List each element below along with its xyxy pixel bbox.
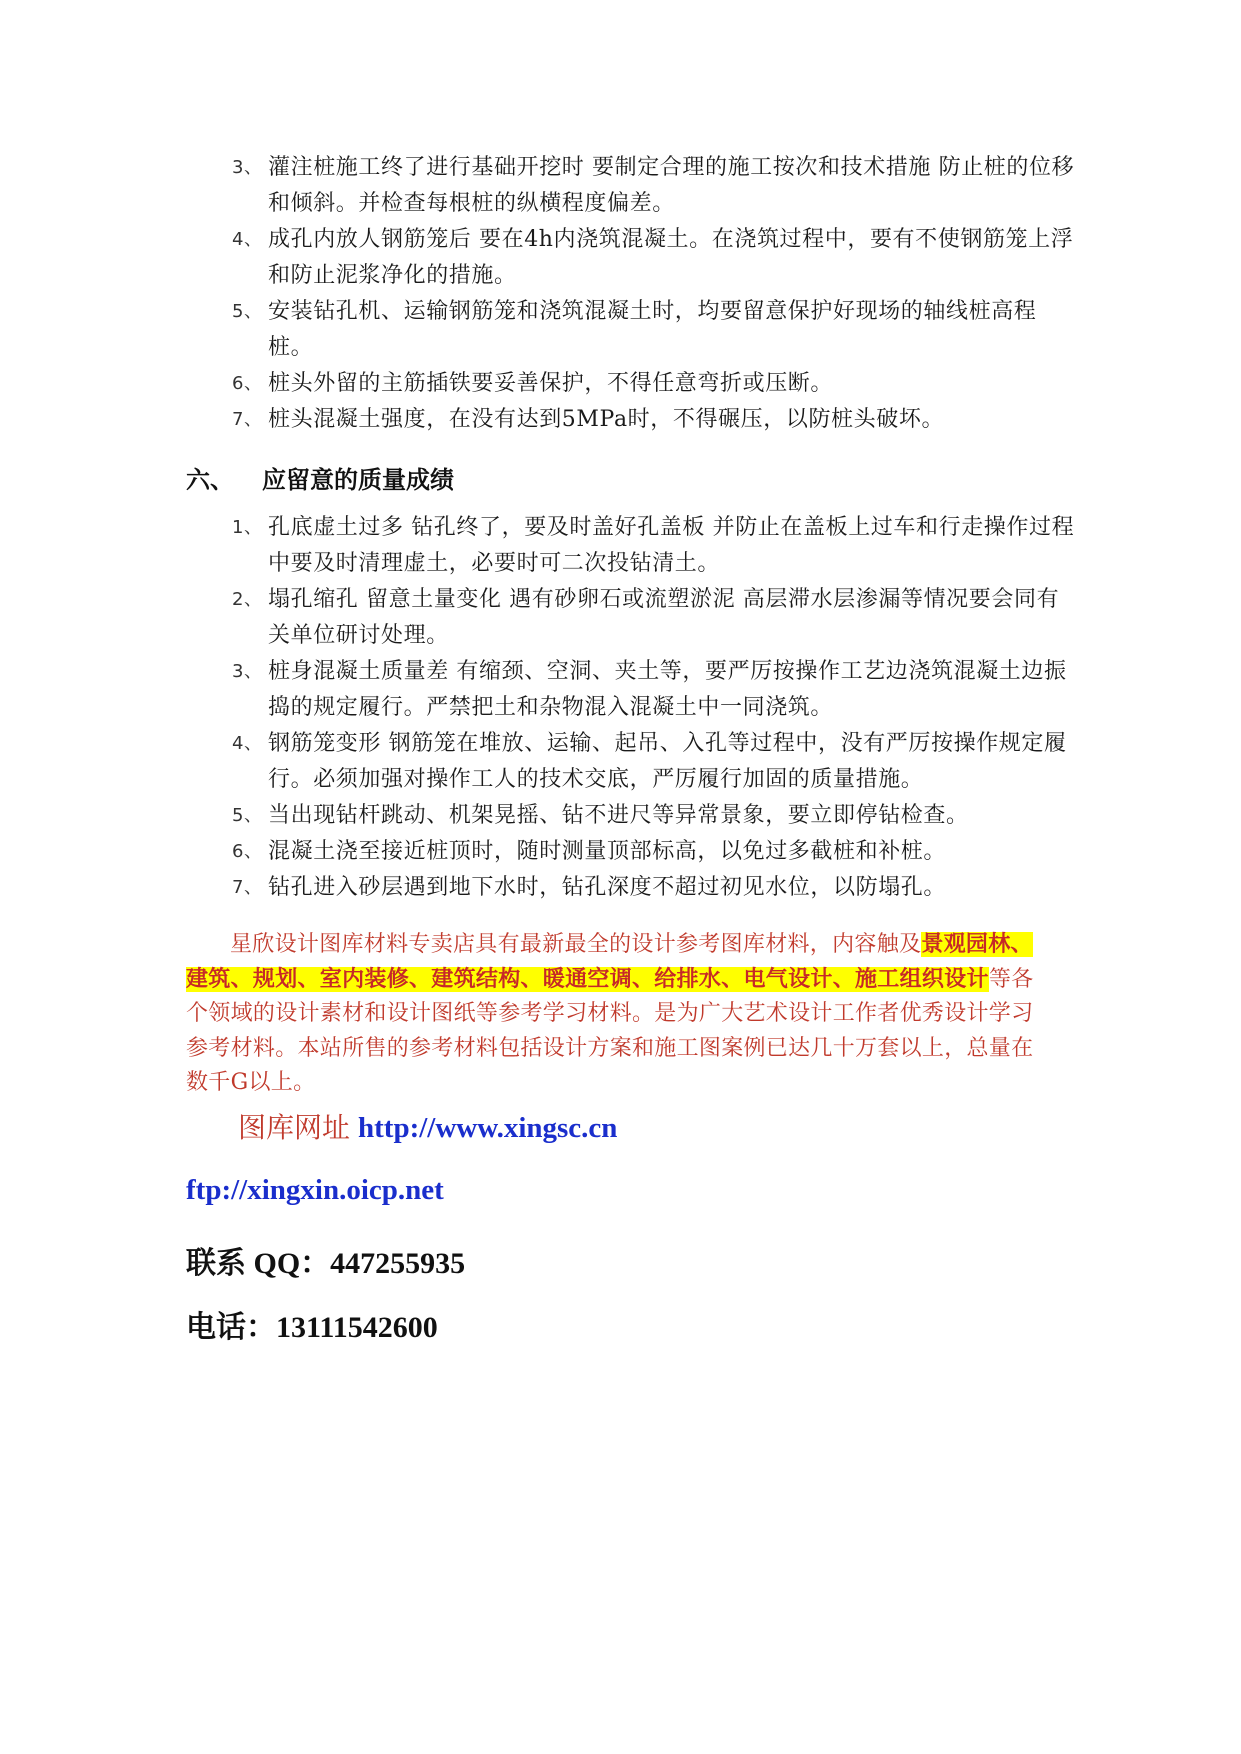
item-number: 5、 xyxy=(232,301,263,322)
item-number: 7、 xyxy=(232,877,263,898)
list-item xyxy=(232,726,1078,798)
item-number: 3、 xyxy=(232,661,263,682)
item-number: 4、 xyxy=(232,229,263,250)
item-number: 4、 xyxy=(232,733,263,754)
item-number: 2、 xyxy=(232,589,263,610)
list-item xyxy=(232,366,1078,402)
item-text: 桩头外留的主筋插铁要妥善保护，不得任意弯折或压断。 xyxy=(268,371,834,396)
contact-qq: 联系 QQ：447255935 xyxy=(186,1247,466,1280)
construction-notes-list xyxy=(0,150,1241,438)
site-url-link[interactable]: http://www.xingsc.cn xyxy=(358,1112,618,1144)
promo-text-after: 等各个领域的设计素材和设计图纸等参考学习材料。是为广大艺术设计工作者优秀设计学习参考材料。本站所售的参考材料包括设计方案和施工图案例已达几十万套以上，总量在数千G以上。 xyxy=(186,966,1034,1095)
list-item xyxy=(232,294,1078,366)
list-item xyxy=(232,510,1078,582)
item-text: 当出现钻杆跳动、机架晃摇、钻不进尺等异常景象，要立即停钻检查。 xyxy=(268,803,969,828)
item-number: 5、 xyxy=(232,805,263,826)
ftp-url-link[interactable]: ftp://xingxin.oicp.net xyxy=(186,1174,444,1206)
item-number: 1、 xyxy=(232,517,263,538)
item-text: 桩头混凝土强度，在没有达到5MPa时，不得碾压，以防桩头破坏。 xyxy=(268,407,945,432)
item-text: 钻孔进入砂层遇到地下水时，钻孔深度不超过初见水位，以防塌孔。 xyxy=(268,875,947,900)
item-text: 混凝土浇至接近桩顶时，随时测量顶部标高，以免过多截桩和补桩。 xyxy=(268,839,947,864)
item-text: 桩身混凝土质量差 有缩颈、空洞、夹土等，要严厉按操作工艺边浇筑混凝土边振捣的规定履行。严禁把土和杂物混入混凝土中一同浇筑。 xyxy=(268,659,1067,720)
site-label: 图库网址 xyxy=(238,1111,351,1144)
item-text: 孔底虚土过多 钻孔终了，要及时盖好孔盖板 并防止在盖板上过车和行走操作过程中要及时清理虚土，必要时可二次投钻清土。 xyxy=(268,515,1075,576)
item-number: 3、 xyxy=(232,157,263,178)
list-item xyxy=(232,798,1078,834)
section-heading xyxy=(186,460,454,495)
promo-paragraph xyxy=(186,928,1048,1101)
promo-highlight: 景观园林、建筑、规划、室内装修、建筑结构、暖通空调、给排水、电气设计、施工组织设计 xyxy=(186,932,1033,992)
contact-phone: 电话：13111542600 xyxy=(186,1311,438,1344)
list-item xyxy=(232,222,1078,294)
item-text: 安装钻孔机、运输钢筋笼和浇筑混凝土时，均要留意保护好现场的轴线桩高程桩。 xyxy=(268,299,1037,360)
item-number: 6、 xyxy=(232,373,263,394)
promo-text-before: 星欣设计图库材料专卖店具有最新最全的设计参考图库材料，内容触及 xyxy=(230,932,922,957)
section-number: 六、 xyxy=(186,466,234,494)
list-item xyxy=(232,654,1078,726)
item-text: 成孔内放人钢筋笼后 要在4h内浇筑混凝土。在浇筑过程中，要有不使钢筋笼上浮和防止泥浆净化的措施。 xyxy=(268,227,1074,288)
quality-issues-list xyxy=(0,510,1241,906)
item-number: 6、 xyxy=(232,841,263,862)
list-item xyxy=(232,402,1078,438)
list-item xyxy=(232,834,1078,870)
list-item xyxy=(232,150,1078,222)
section-title: 应留意的质量成绩 xyxy=(262,466,454,494)
item-text: 塌孔缩孔 留意土量变化 遇有砂卵石或流塑淤泥 高层滞水层渗漏等情况要会同有关单位研讨处理。 xyxy=(268,587,1060,648)
list-item xyxy=(232,870,1078,906)
item-text: 钢筋笼变形 钢筋笼在堆放、运输、起吊、入孔等过程中，没有严厉按操作规定履行。必须加强对操作工人的技术交底，严厉履行加固的质量措施。 xyxy=(268,731,1067,792)
site-url-line xyxy=(238,1106,617,1146)
list-item xyxy=(232,582,1078,654)
item-number: 7、 xyxy=(232,409,263,430)
item-text: 灌注桩施工终了进行基础开挖时 要制定合理的施工按次和技术措施 防止桩的位移和倾斜。并检查每根桩的纵横程度偏差。 xyxy=(268,155,1075,216)
